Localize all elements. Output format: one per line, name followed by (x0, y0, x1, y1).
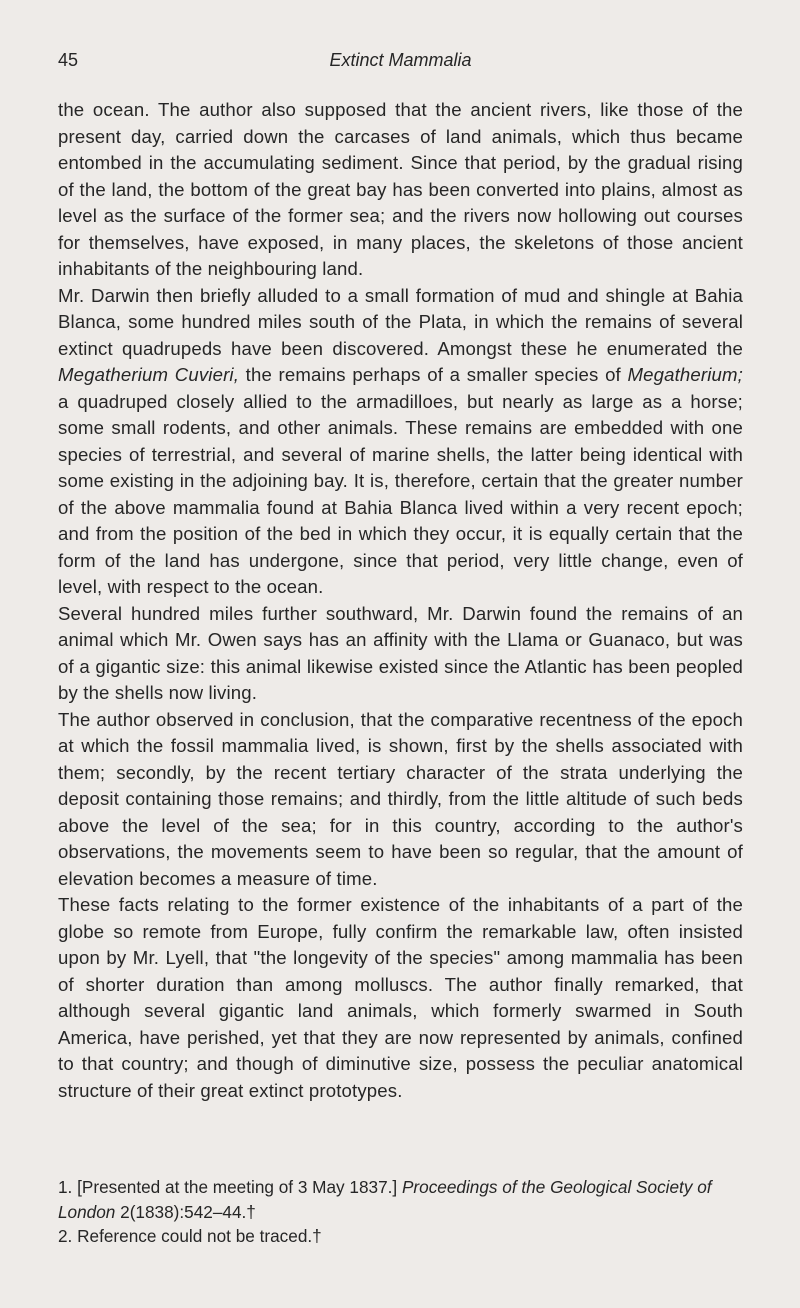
paragraph-2-taxon-1: Megatherium Cuvieri, (58, 364, 240, 385)
paragraph-2-text-a: Mr. Darwin then briefly alluded to a small formation of mud and shingle at Bahia Blanca, some hundred miles south of the Plata, in which the remains of several extinct quadrupeds have been discovered. Amongst these he enumerated the (58, 284, 743, 359)
paragraph-3: Several hundred miles further southward, Mr. Darwin found the remains of an animal which Mr. Owen says has an affinity with the Llama or Guanaco, but was of a gigantic size: this animal likewise existed since the Atlantic has been peopled by the shells now living. (58, 602, 743, 703)
paragraph-2-text-c: a quadruped closely allied to the armadilloes, but nearly as large as a horse; some small rodents, and other animals. These remains are embedded with one species of terrestrial, and several of marine shells, the latter being identical with some existing in the adjoining bay. It is, therefore, certain that the greater number of the above mammalia found at Bahia Blanca lived within a very recent epoch; and from the position of the bed in which they occur, it is equally certain that the form of the land has undergone, since that period, very little change, even of level, with respect to the ocean. (58, 390, 743, 597)
page-header (58, 50, 743, 80)
footnotes (58, 1175, 743, 1249)
footnote-1-text-b: 2(1838):542–44.† (115, 1201, 256, 1222)
footnote-1 (58, 1175, 743, 1224)
paragraph-2 (58, 283, 743, 601)
body-text (58, 97, 743, 1104)
paragraph-2-taxon-2: Megatherium; (627, 364, 743, 385)
footnote-1-text-a: 1. [Presented at the meeting of 3 May 1837.] (58, 1177, 402, 1197)
paragraph-5: These facts relating to the former existence of the inhabitants of a part of the globe so remote from Europe, fully confirm the remarkable law, often insisted upon by Mr. Lyell, that "the longevity of the species" among mammalia has been of shorter duration than among molluscs. The author finally remarked, that although several gigantic land animals, which formerly swarmed in South America, have perished, yet that they are now represented by animals, confined to that country; and though of diminutive size, possess the peculiar anatomical structure of their great extinct prototypes. (58, 894, 743, 1101)
footnote-2: 2. Reference could not be traced.† (58, 1226, 322, 1246)
paragraph-1: the ocean. The author also supposed that the ancient rivers, like those of the present day, carried down the carcases of land animals, which thus became entombed in the accumulating sediment. Since that period, by the gradual rising of the land, the bottom of the great bay has been converted into plains, almost as level as the surface of the former sea; and the rivers now hollowing out courses for themselves, have exposed, in many places, the skeletons of those ancient inhabitants of the neighbouring land. (58, 99, 743, 279)
running-head: Extinct Mammalia (329, 50, 472, 70)
page-number: 45 (58, 50, 79, 70)
footnote-1-journal: Proceedings of the Geological Society of London (58, 1177, 712, 1222)
paragraph-2-text-b: the remains perhaps of a smaller species of (239, 364, 628, 385)
paragraph-4: The author observed in conclusion, that the comparative recentness of the epoch at which the fossil mammalia lived, is shown, first by the shells associated with them; secondly, by the recent tertiary character of the strata underlying the deposit containing those remains; and thirdly, from the little altitude of such beds above the level of the sea; for in this country, according to the author's observations, the movements seem to have been so regular, that the amount of elevation becomes a measure of time. (58, 708, 743, 889)
